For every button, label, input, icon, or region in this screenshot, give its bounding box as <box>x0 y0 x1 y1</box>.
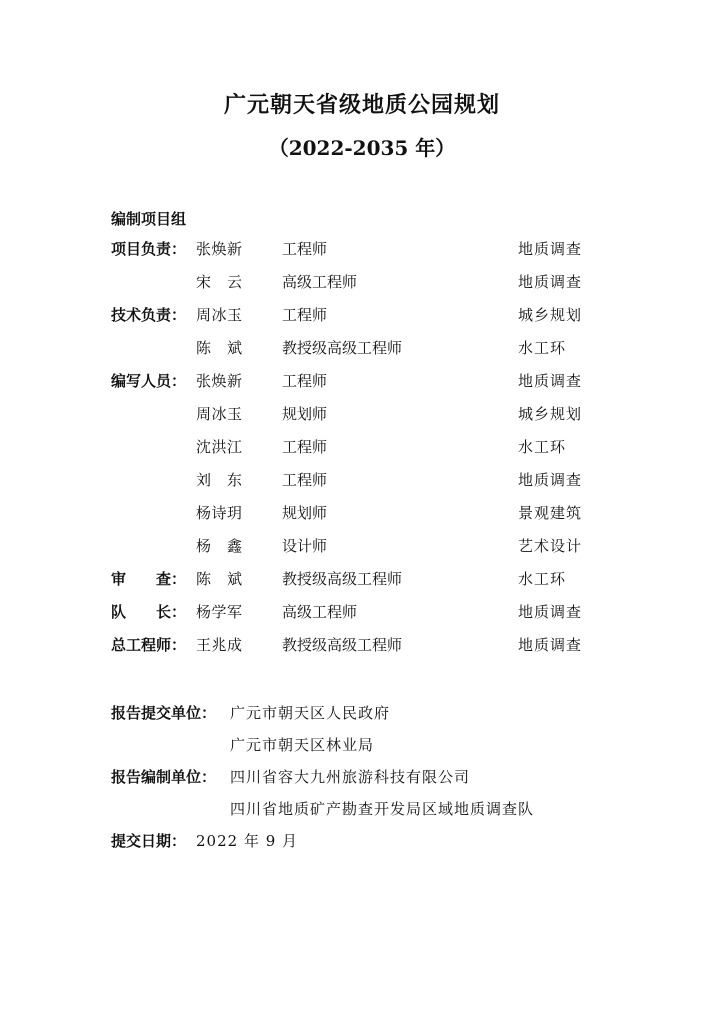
roster-field: 地质调查 <box>518 240 583 258</box>
roster-row <box>0 601 724 634</box>
roster-rank: 工程师 <box>282 306 328 324</box>
roster-role: 总工程师： <box>111 636 187 654</box>
submit-date-label: 提交日期： <box>111 832 187 850</box>
roster-name: 杨 鑫 <box>196 537 243 555</box>
submit-date-value: 2022 年 9 月 <box>196 832 299 850</box>
roster-field: 水工环 <box>518 438 567 456</box>
roster-rank: 教授级高级工程师 <box>282 570 403 588</box>
document-title: 广元朝天省级地质公园规划 <box>223 92 500 118</box>
roster-role: 编写人员： <box>111 372 187 390</box>
roster-field: 艺术设计 <box>518 537 583 555</box>
roster-role: 审 查： <box>111 570 187 588</box>
roster-field: 城乡规划 <box>518 306 583 324</box>
submit-unit-value: 广元市朝天区林业局 <box>230 736 375 754</box>
roster-row <box>0 535 724 568</box>
roster-name: 杨学军 <box>196 603 243 621</box>
roster-row <box>0 370 724 403</box>
roster-row <box>0 238 724 271</box>
roster-role: 队 长： <box>111 603 187 621</box>
roster-row <box>0 436 724 469</box>
roster-rank: 规划师 <box>282 405 328 423</box>
report-info <box>0 702 724 862</box>
roster-role: 技术负责： <box>111 306 187 324</box>
submit-unit-row <box>0 734 724 766</box>
roster-rank: 设计师 <box>282 537 328 555</box>
roster-field: 城乡规划 <box>518 405 583 423</box>
document-subtitle: （2022-2035 年） <box>268 136 456 160</box>
roster-rank: 高级工程师 <box>282 603 358 621</box>
roster-field: 地质调查 <box>518 471 583 489</box>
roster-field: 水工环 <box>518 339 567 357</box>
roster-rank: 工程师 <box>282 372 328 390</box>
roster-rank: 教授级高级工程师 <box>282 636 403 654</box>
submit-unit-row <box>0 702 724 734</box>
roster-field: 地质调查 <box>518 636 583 654</box>
project-group-heading: 编制项目组 <box>111 210 187 228</box>
project-team-roster <box>0 238 724 667</box>
roster-field: 地质调查 <box>518 603 583 621</box>
roster-rank: 工程师 <box>282 240 328 258</box>
compile-unit-row <box>0 766 724 798</box>
roster-row <box>0 568 724 601</box>
compile-unit-label: 报告编制单位： <box>111 768 217 786</box>
roster-field: 地质调查 <box>518 273 583 291</box>
roster-rank: 教授级高级工程师 <box>282 339 403 357</box>
roster-name: 张焕新 <box>196 240 243 258</box>
roster-name: 陈 斌 <box>196 570 243 588</box>
roster-rank: 工程师 <box>282 471 328 489</box>
roster-row <box>0 337 724 370</box>
roster-name: 张焕新 <box>196 372 243 390</box>
submit-date-row <box>0 830 724 862</box>
roster-role: 项目负责： <box>111 240 187 258</box>
roster-row <box>0 469 724 502</box>
roster-name: 王兆成 <box>196 636 243 654</box>
roster-field: 地质调查 <box>518 372 583 390</box>
roster-row <box>0 403 724 436</box>
roster-name: 周冰玉 <box>196 306 243 324</box>
compile-unit-value: 四川省地质矿产勘查开发局区域地质调查队 <box>230 800 535 818</box>
submit-unit-label: 报告提交单位： <box>111 704 217 722</box>
roster-rank: 工程师 <box>282 438 328 456</box>
roster-rank: 高级工程师 <box>282 273 358 291</box>
roster-row <box>0 271 724 304</box>
roster-field: 景观建筑 <box>518 504 583 522</box>
roster-name: 宋 云 <box>196 273 243 291</box>
roster-name: 陈 斌 <box>196 339 243 357</box>
roster-row <box>0 502 724 535</box>
roster-name: 杨诗玥 <box>196 504 243 522</box>
roster-name: 周冰玉 <box>196 405 243 423</box>
roster-field: 水工环 <box>518 570 567 588</box>
roster-name: 沈洪江 <box>196 438 243 456</box>
roster-rank: 规划师 <box>282 504 328 522</box>
submit-unit-value: 广元市朝天区人民政府 <box>230 704 391 722</box>
roster-name: 刘 东 <box>196 471 243 489</box>
roster-row <box>0 304 724 337</box>
roster-row <box>0 634 724 667</box>
compile-unit-row <box>0 798 724 830</box>
compile-unit-value: 四川省容大九州旅游科技有限公司 <box>230 768 471 786</box>
